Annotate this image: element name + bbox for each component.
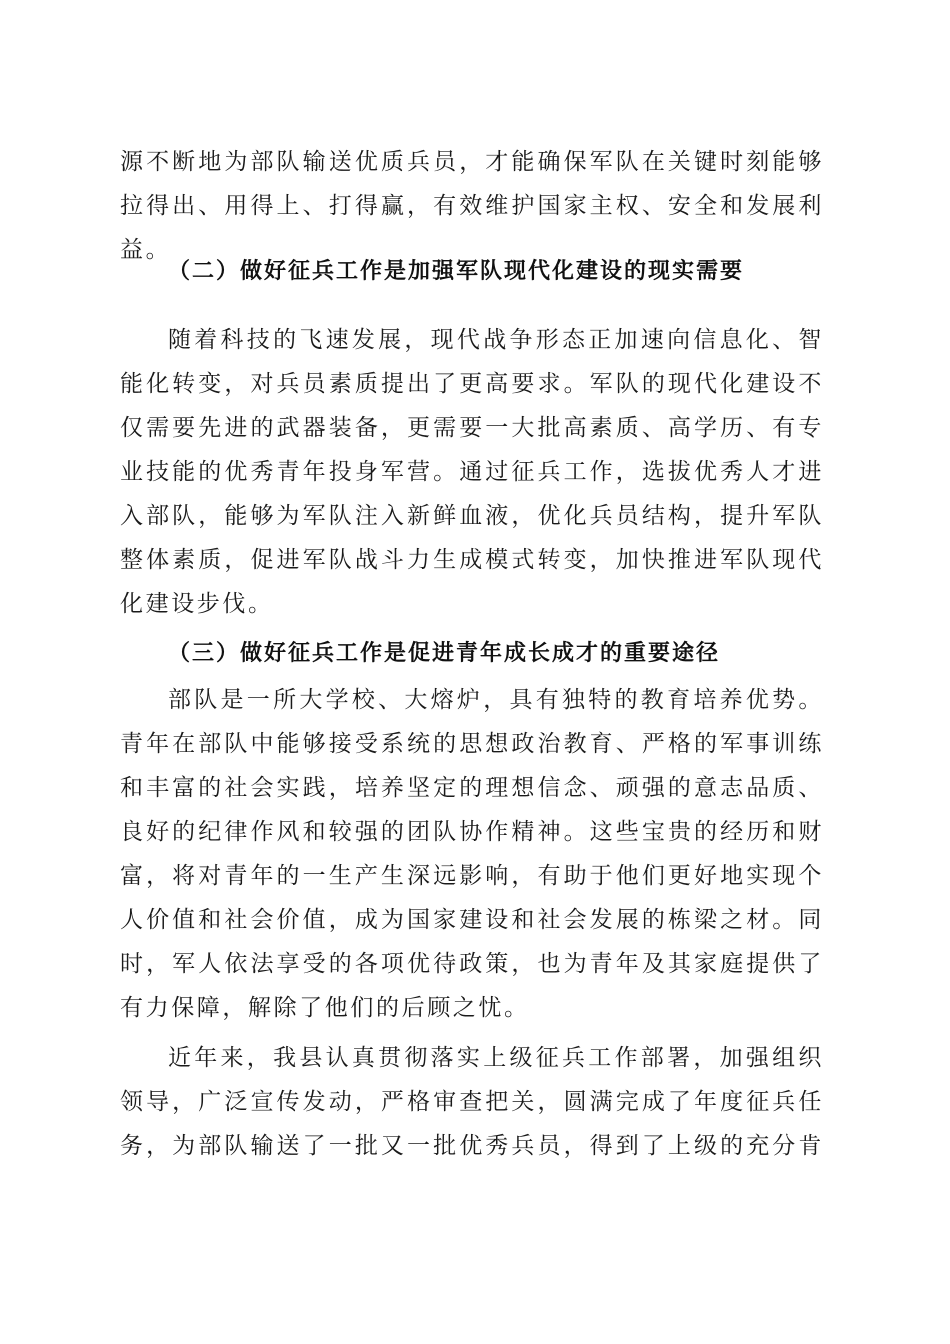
text-line: 能化转变，对兵员素质提出了更高要求。军队的现代化建设不 [120, 371, 824, 397]
text-line: 良好的纪律作风和较强的团队协作精神。这些宝贵的经历和财 [120, 819, 824, 845]
paragraph-youth-growth [120, 678, 824, 1030]
text-line: 人价值和社会价值，成为国家建设和社会发展的栋梁之材。同 [120, 907, 824, 933]
section-heading-3: （三）做好征兵工作是促进青年成长成才的重要途径 [168, 641, 721, 666]
text-line: 源不断地为部队输送优质兵员，才能确保军队在关键时刻能够 [120, 149, 824, 175]
text-line: 部队是一所大学校、大熔炉，具有独特的教育培养优势。 [168, 687, 824, 713]
text-line: 富，将对青年的一生产生深远影响，有助于他们更好地实现个 [120, 863, 824, 889]
paragraph-recent-years [120, 1036, 824, 1168]
text-line: 益。 [120, 237, 172, 263]
text-line: 业技能的优秀青年投身军营。通过征兵工作，选拔优秀人才进 [120, 459, 824, 485]
text-line: 随着科技的飞速发展，现代战争形态正加速向信息化、智 [168, 327, 824, 353]
text-line: 务，为部队输送了一批又一批优秀兵员，得到了上级的充分肯 [120, 1133, 824, 1159]
text-line: 时，军人依法享受的各项优待政策，也为青年及其家庭提供了 [120, 951, 824, 977]
text-line: 整体素质，促进军队战斗力生成模式转变，加快推进军队现代 [120, 547, 824, 573]
text-line: 拉得出、用得上、打得赢，有效维护国家主权、安全和发展利 [120, 193, 824, 219]
text-line: 青年在部队中能够接受系统的思想政治教育、严格的军事训练 [120, 731, 824, 757]
paragraph-modernization [120, 318, 824, 626]
text-line: 化建设步伐。 [120, 591, 274, 617]
text-line: 入部队，能够为军队注入新鲜血液，优化兵员结构，提升军队 [120, 503, 824, 529]
text-line: 和丰富的社会实践，培养坚定的理想信念、顽强的意志品质、 [120, 775, 824, 801]
text-line: 有力保障，解除了他们的后顾之忧。 [120, 995, 530, 1021]
section-heading-2: （二）做好征兵工作是加强军队现代化建设的现实需要 [168, 259, 745, 284]
text-line: 领导，广泛宣传发动，严格审查把关，圆满完成了年度征兵任 [120, 1089, 824, 1115]
text-line: 仅需要先进的武器装备，更需要一大批高素质、高学历、有专 [120, 415, 824, 441]
text-line: 近年来，我县认真贯彻落实上级征兵工作部署，加强组织 [168, 1045, 824, 1071]
